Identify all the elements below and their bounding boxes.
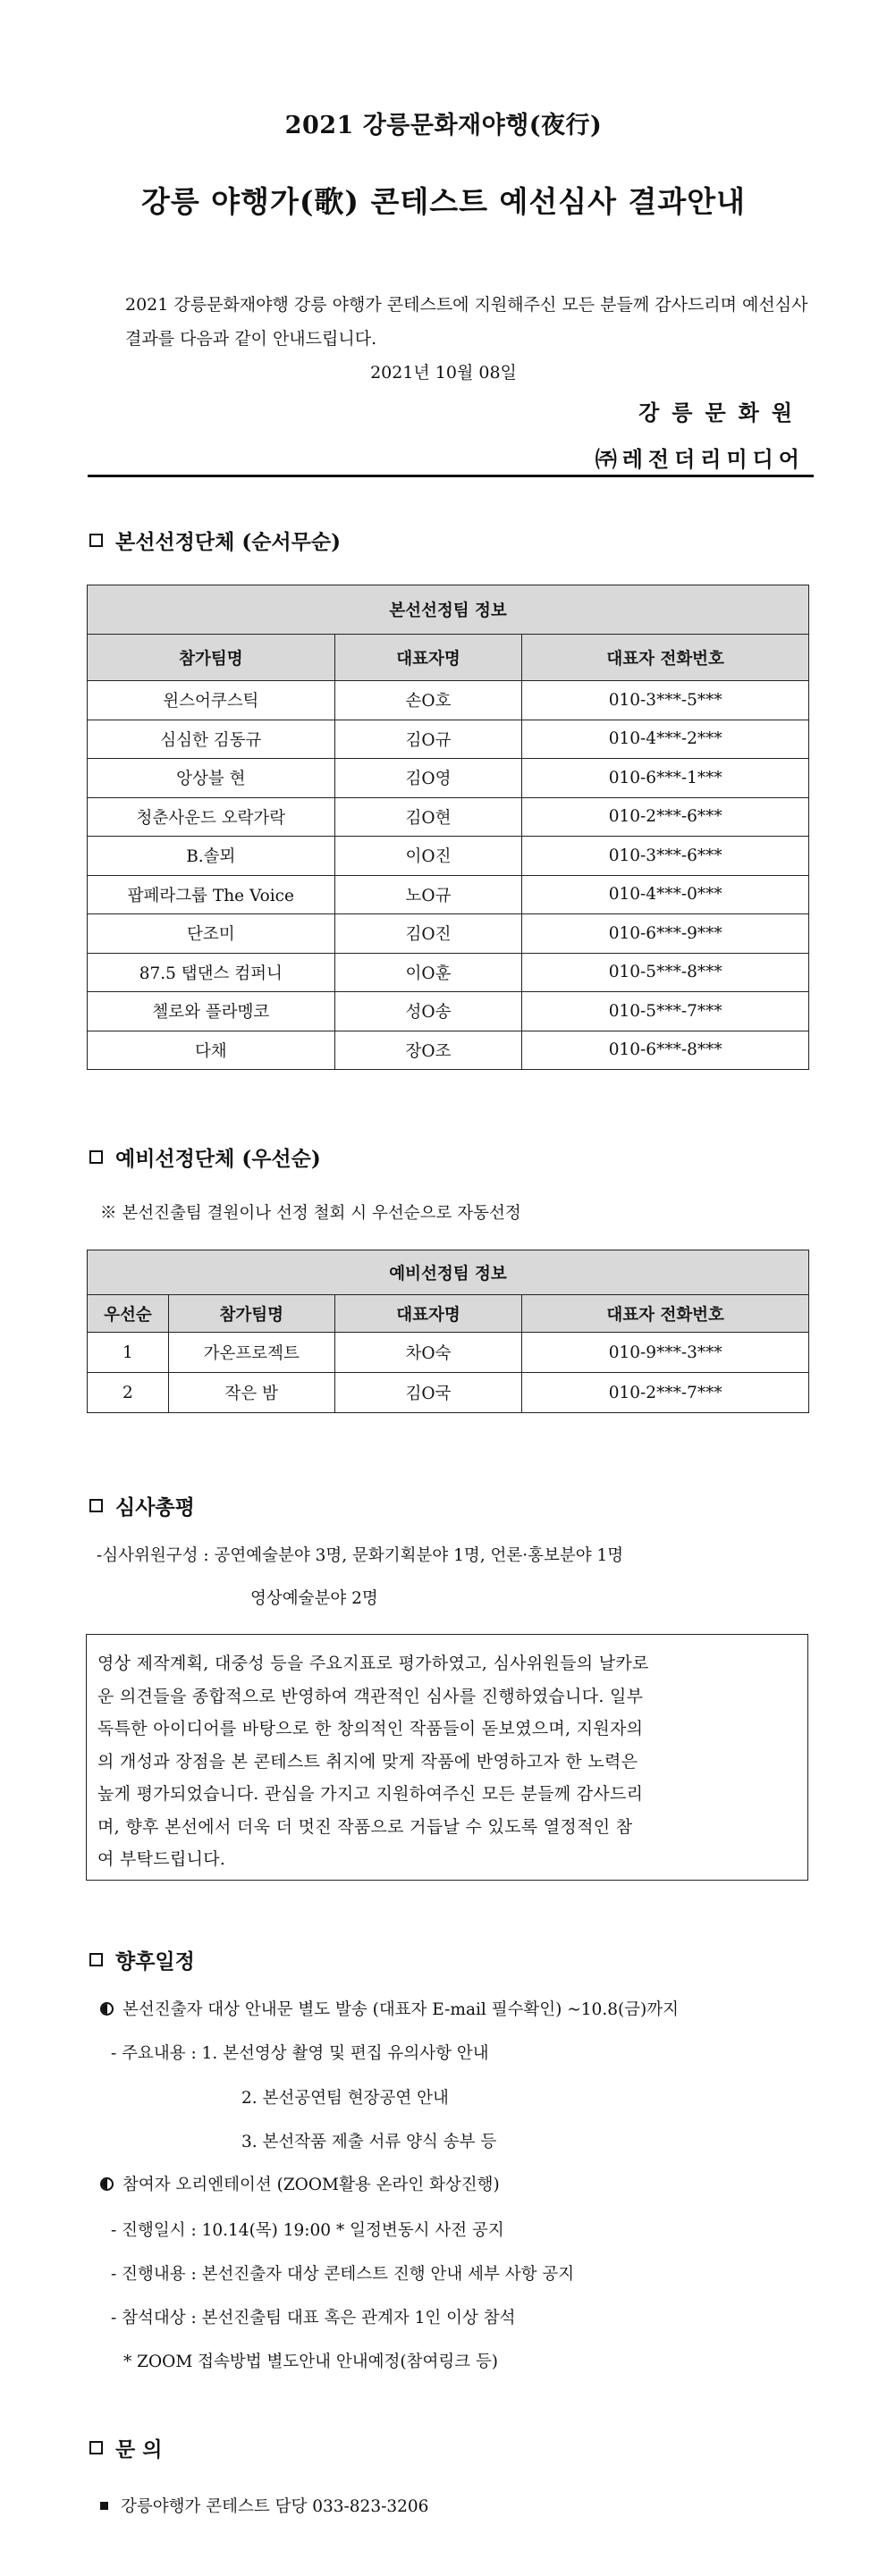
section-heading-text: 문 의 (115, 2437, 163, 2462)
schedule-subitem: - 진행일시 : 10.14(목) 19:00 * 일정변동시 사전 공지 (111, 2221, 504, 2240)
table-cell: 김O진 (334, 914, 522, 954)
half-circle-bullet-icon (100, 2177, 114, 2191)
document-title-line1: 2021 강릉문화재야행(夜行) (284, 112, 603, 139)
contact-text: 강릉야행가 콘테스트 담당 033-823-3206 (121, 2497, 429, 2516)
schedule-note: * ZOOM 접속방법 별도안내 안내예정(참여링크 등) (123, 2353, 499, 2371)
review-line: 며, 향후 본선에서 더욱 더 멋진 작품으로 거듭날 수 있도록 열정적인 참 (97, 1816, 633, 1837)
review-box (86, 1634, 808, 1881)
table-row (88, 875, 809, 914)
column-header: 대표자 전화번호 (522, 635, 809, 681)
table-cell: 손O호 (334, 681, 522, 720)
table-cell: B.솔뫼 (88, 837, 335, 876)
intro-date: 2021년 10월 08일 (370, 363, 517, 383)
schedule-subitem: - 참석대상 : 본선진출팀 대표 혹은 관계자 1인 이상 참석 (111, 2309, 516, 2328)
document-title-line2: 강릉 야행가(歌) 콘테스트 예선심사 결과안내 (140, 184, 747, 219)
intro-text: 2021 강릉문화재야행 강릉 야행가 콘테스트에 지원해주신 모든 분들께 감사드리며 예선심사 결과를 다음과 같이 안내드립니다. (125, 295, 808, 349)
table-row (88, 953, 809, 992)
table-cell: 010-6***-8*** (522, 1031, 809, 1070)
table-cell: 010-9***-3*** (522, 1333, 809, 1373)
table-row (88, 1373, 809, 1413)
table-caption-row (88, 1250, 809, 1295)
table-caption: 본선선정팀 정보 (88, 585, 809, 635)
table-cell: 작은 밤 (168, 1373, 334, 1413)
section-heading-text: 심사총평 (115, 1495, 195, 1520)
checkbox-square-icon (89, 1953, 103, 1966)
table-cell: 심심한 김동규 (88, 720, 335, 759)
column-header: 대표자명 (334, 635, 522, 681)
checkbox-square-icon (89, 534, 103, 547)
table-cell: 단조미 (88, 914, 335, 954)
review-line: 영상 제작계획, 대중성 등을 주요지표로 평가하였고, 심사위원들의 날카로 (97, 1654, 649, 1673)
table-cell: 장O조 (334, 1031, 522, 1070)
checkbox-square-icon (89, 1499, 103, 1512)
column-header: 대표자 전화번호 (522, 1295, 809, 1333)
section-heading-review (89, 1491, 195, 1520)
table-cell: 팝페라그룹 The Voice (88, 875, 335, 914)
finalists-table (87, 585, 809, 1070)
table-cell: 노O규 (334, 875, 522, 914)
company-name: ㈜레전더리미디어 (595, 446, 805, 472)
table-cell: 010-2***-6*** (522, 797, 809, 837)
table-cell: 다채 (88, 1031, 335, 1070)
table-row (88, 797, 809, 837)
table-cell: 청춘사운드 오락가락 (88, 797, 335, 837)
table-row (88, 1333, 809, 1373)
section-heading-finalists (89, 526, 341, 555)
table-row (88, 1031, 809, 1070)
organization-name: 강릉문화원 (638, 400, 805, 425)
table-row (88, 992, 809, 1031)
table-row (88, 681, 809, 720)
reserves-table (87, 1250, 809, 1413)
table-header-row (88, 635, 809, 681)
review-line: 여 부탁드립니다. (97, 1849, 226, 1869)
judges-composition-cont: 영상예술분야 2명 (250, 1589, 378, 1608)
square-bullet-icon (100, 2502, 108, 2510)
table-cell: 010-4***-0*** (522, 875, 809, 914)
table-cell: 윈스어쿠스틱 (88, 681, 335, 720)
schedule-item-text: 본선진출자 대상 안내문 별도 발송 (대표자 E-mail 필수확인) ~10.8(금)까지 (122, 2000, 680, 2019)
review-line: 의 개성과 장점을 본 콘테스트 취지에 맞게 작품에 반영하고자 한 노력은 (97, 1751, 638, 1772)
checkbox-square-icon (89, 1150, 103, 1164)
table-header-row (88, 1295, 809, 1333)
section-heading-contact (89, 2433, 162, 2462)
schedule-item-text: 참여자 오리엔테이션 (ZOOM활용 온라인 화상진행) (122, 2176, 500, 2194)
table-cell: 이O훈 (334, 953, 522, 992)
checkbox-square-icon (89, 2441, 103, 2454)
table-cell: 010-6***-9*** (522, 914, 809, 954)
table-cell: 010-5***-7*** (522, 992, 809, 1031)
table-cell: 이O진 (334, 837, 522, 876)
table-cell: 앙상블 현 (88, 759, 335, 798)
header-divider (88, 475, 814, 477)
review-line: 독특한 아이디어를 바탕으로 한 창의적인 작품들이 돋보였으며, 지원자의 (97, 1719, 644, 1738)
schedule-subitem: - 주요내용 : 1. 본선영상 촬영 및 편집 유의사항 안내 (111, 2044, 489, 2063)
review-line: 운 의견들을 종합적으로 반영하여 객관적인 심사를 진행하였습니다. 일부 (97, 1686, 644, 1706)
section-heading-text: 향후일정 (115, 1949, 195, 1974)
table-cell: 성O송 (334, 992, 522, 1031)
column-header: 참가팀명 (88, 635, 335, 681)
table-caption: 예비선정팀 정보 (88, 1250, 809, 1295)
half-circle-bullet-icon (100, 2002, 114, 2016)
section-heading-text: 예비선정단체 (우선순) (115, 1147, 321, 1171)
table-cell: 010-4***-2*** (522, 720, 809, 759)
schedule-subitem: 3. 본선작품 제출 서류 양식 송부 등 (241, 2133, 497, 2151)
table-cell: 김O영 (334, 759, 522, 798)
table-cell: 첼로와 플라멩코 (88, 992, 335, 1031)
table-cell: 010-6***-1*** (522, 759, 809, 798)
judges-composition: -심사위원구성 : 공연예술분야 3명, 문화기획분야 1명, 언론·홍보분야 1명 (97, 1546, 624, 1565)
table-cell: 010-2***-7*** (522, 1373, 809, 1413)
table-row (88, 914, 809, 954)
review-line: 높게 평가되었습니다. 관심을 가지고 지원하여주신 모든 분들께 감사드리 (97, 1784, 644, 1804)
intro-paragraph (125, 288, 814, 356)
table-cell: 010-3***-5*** (522, 681, 809, 720)
reserve-note: ※ 본선진출팀 결원이나 선정 철회 시 우선순으로 자동선정 (100, 1204, 521, 1223)
schedule-item (100, 1997, 679, 2020)
schedule-subitem: - 진행내용 : 본선진출자 대상 콘테스트 진행 안내 세부 사항 공지 (111, 2265, 575, 2284)
column-header: 대표자명 (334, 1295, 522, 1333)
table-cell: 차O숙 (334, 1333, 522, 1373)
table-row (88, 720, 809, 759)
table-cell: 2 (88, 1373, 169, 1413)
table-cell: 김O규 (334, 720, 522, 759)
table-cell: 김O현 (334, 797, 522, 837)
table-cell: 87.5 탭댄스 컴퍼니 (88, 953, 335, 992)
table-cell: 1 (88, 1333, 169, 1373)
schedule-item (100, 2172, 500, 2195)
table-cell: 가온프로젝트 (168, 1333, 334, 1373)
schedule-subitem: 2. 본선공연팀 현장공연 안내 (241, 2089, 449, 2108)
column-header: 참가팀명 (168, 1295, 334, 1333)
table-cell: 010-3***-6*** (522, 837, 809, 876)
section-heading-text: 본선선정단체 (순서무순) (115, 530, 341, 554)
section-heading-reserves (89, 1142, 321, 1172)
table-cell: 김O국 (334, 1373, 522, 1413)
section-heading-schedule (89, 1945, 195, 1974)
column-header: 우선순 (88, 1295, 169, 1333)
table-row (88, 759, 809, 798)
table-cell: 010-5***-8*** (522, 953, 809, 992)
table-caption-row (88, 585, 809, 635)
contact-info (100, 2494, 428, 2517)
table-row (88, 837, 809, 876)
